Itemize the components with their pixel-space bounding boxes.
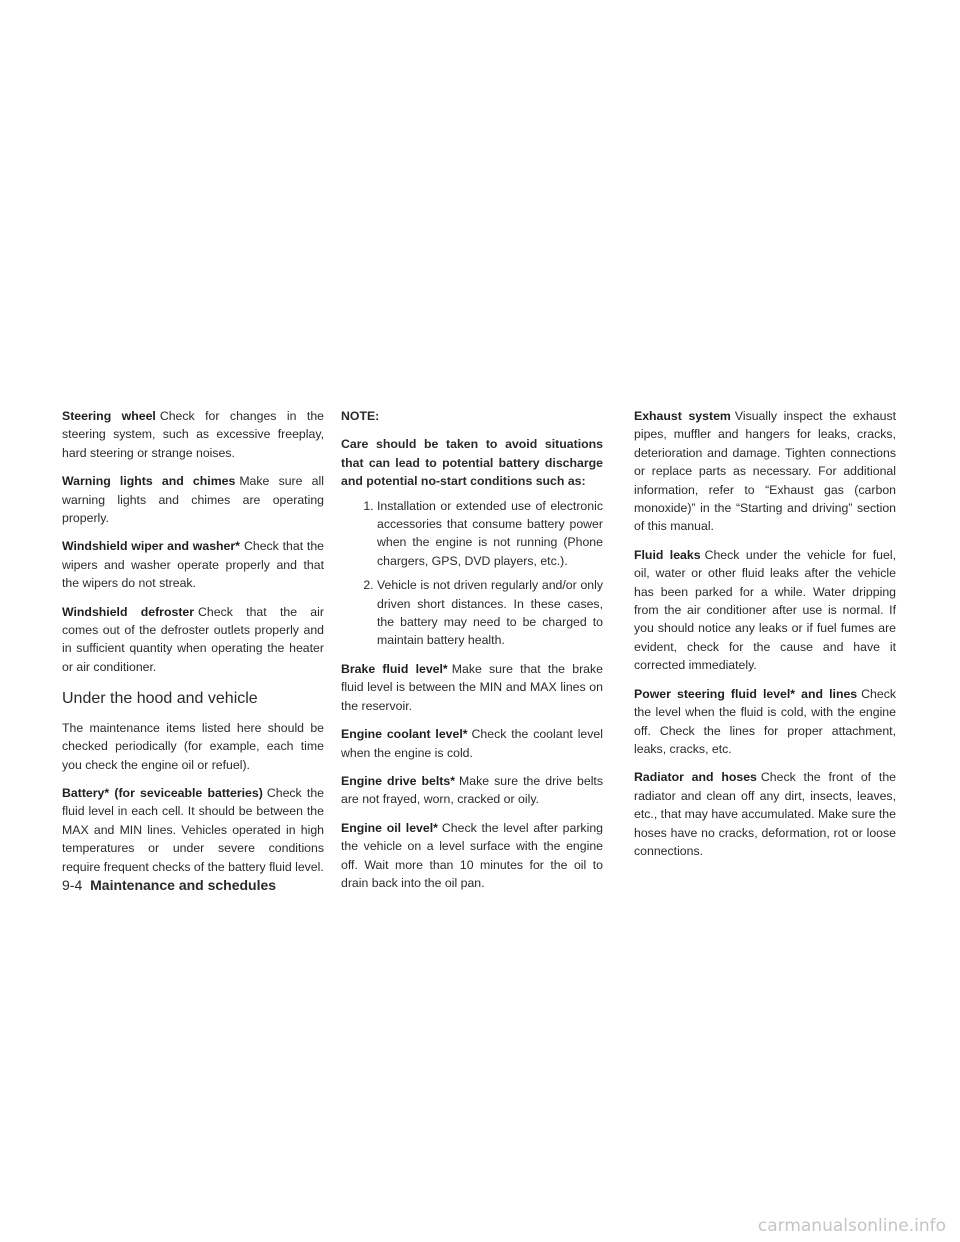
section-heading: Under the hood and vehicle bbox=[62, 690, 258, 708]
item-text: Visually inspect the exhaust pipes, muffler and hangers for leaks, cracks, deterioration and damage. Tighten connections or replace parts as necessary. For additional information, refer to “Exhaust gas (carbon monoxide)” in the “Starting and driving” section of this manual. bbox=[634, 409, 897, 534]
item-text: Check that the air comes out of the defroster outlets properly and in sufficient quantity when operating the heater or air conditioner. bbox=[62, 604, 324, 674]
column-2 bbox=[341, 407, 603, 902]
note-heading: NOTE: bbox=[341, 409, 380, 423]
paragraph-defroster bbox=[62, 603, 324, 677]
item-text: Check the level after parking the vehicle on a level surface with the engine off. Wait more than 10 minutes for the oil to drain back into the oil pan. bbox=[341, 820, 603, 890]
watermark: carmanualsonline.info bbox=[757, 1216, 946, 1236]
item-title: Brake fluid level* bbox=[341, 661, 448, 676]
page-number: 9-4 bbox=[62, 877, 83, 893]
item-text: Make sure that the brake fluid level is between the MIN and MAX lines on the reservoir. bbox=[341, 661, 603, 713]
paragraph-steering-wheel bbox=[62, 407, 324, 462]
item-title: Warning lights and chimes bbox=[62, 474, 236, 489]
item-title: Radiator and hoses bbox=[634, 770, 757, 785]
item-text: Make sure the drive belts are not frayed, worn, cracked or oily. bbox=[341, 773, 603, 807]
item-title: Engine oil level* bbox=[341, 820, 438, 835]
item-text: Make sure all warning lights and chimes are operating properly. bbox=[62, 474, 324, 526]
paragraph-radiator bbox=[634, 768, 896, 860]
item-text: Check for changes in the steering system, such as excessive freeplay, hard steering or strange noises. bbox=[62, 409, 324, 460]
item-text: Check under the vehicle for fuel, oil, water or other fluid leaks after the vehicle has been parked for a while. Water dripping from the air conditioner after use is normal. If you should notice any leaks or if fuel fumes are evident, check for the cause and have it corrected immediately. bbox=[634, 547, 896, 673]
paragraph-exhaust bbox=[634, 407, 896, 536]
paragraph-warning-lights bbox=[62, 472, 324, 527]
item-title: Engine drive belts* bbox=[341, 773, 456, 788]
paragraph-fluid-leaks bbox=[634, 546, 896, 675]
paragraph-drive-belts bbox=[341, 772, 603, 809]
list-item: 1. Installation or extended use of electronic accessories that consume battery power when the engine is not running (Phone chargers, GPS, DVD players, etc.). bbox=[377, 497, 603, 571]
paragraph-engine-oil bbox=[341, 819, 603, 893]
item-text: Check the front of the radiator and clean off any dirt, insects, leaves, etc., that may have accumulated. Make sure the hoses have no cracks, deformation, rot or loose connections. bbox=[634, 770, 896, 858]
item-title: Steering wheel bbox=[62, 409, 156, 423]
item-title: Fluid leaks bbox=[634, 547, 701, 562]
section-title: Maintenance and schedules bbox=[90, 877, 277, 893]
item-title: Engine coolant level* bbox=[341, 727, 468, 742]
paragraph-power-steering bbox=[634, 685, 896, 759]
item-title: Exhaust system bbox=[634, 409, 731, 423]
paragraph-wiper bbox=[62, 537, 324, 592]
item-text: Check the fluid level in each cell. It should be between the MAX and MIN lines. Vehicles operated in high temperatures or under severe conditions require frequent checks of the battery fluid level. bbox=[62, 785, 324, 874]
page-footer bbox=[62, 877, 276, 893]
note-body: Care should be taken to avoid situations that can lead to potential battery discharge and potential no-start conditions such as: bbox=[341, 437, 603, 489]
item-text: Check the coolant level when the engine is cold. bbox=[341, 727, 603, 760]
item-text: Check the level when the fluid is cold, with the engine off. Check the lines for proper attachment, leaks, cracks, etc. bbox=[634, 686, 896, 756]
section-intro: The maintenance items listed here should be checked periodically (for example, each time you check the engine oil or refuel). bbox=[62, 720, 324, 772]
paragraph-coolant bbox=[341, 725, 603, 762]
item-title: Windshield defroster bbox=[62, 604, 195, 619]
column-3 bbox=[634, 407, 896, 870]
item-title: Power steering fluid level* and lines bbox=[634, 686, 858, 701]
item-title: Windshield wiper and washer* bbox=[62, 539, 240, 554]
column-1 bbox=[62, 407, 324, 886]
list-item: 2. Vehicle is not driven regularly and/or only driven short distances. In these cases, the battery may need to be charged to maintain battery health. bbox=[377, 576, 603, 650]
paragraph-brake-fluid bbox=[341, 660, 603, 715]
item-title: Battery* (for seviceable batteries) bbox=[62, 785, 263, 800]
paragraph-battery bbox=[62, 784, 324, 876]
note-list bbox=[341, 497, 603, 650]
item-text: Check that the wipers and washer operate properly and that the wipers do not streak. bbox=[62, 539, 324, 591]
